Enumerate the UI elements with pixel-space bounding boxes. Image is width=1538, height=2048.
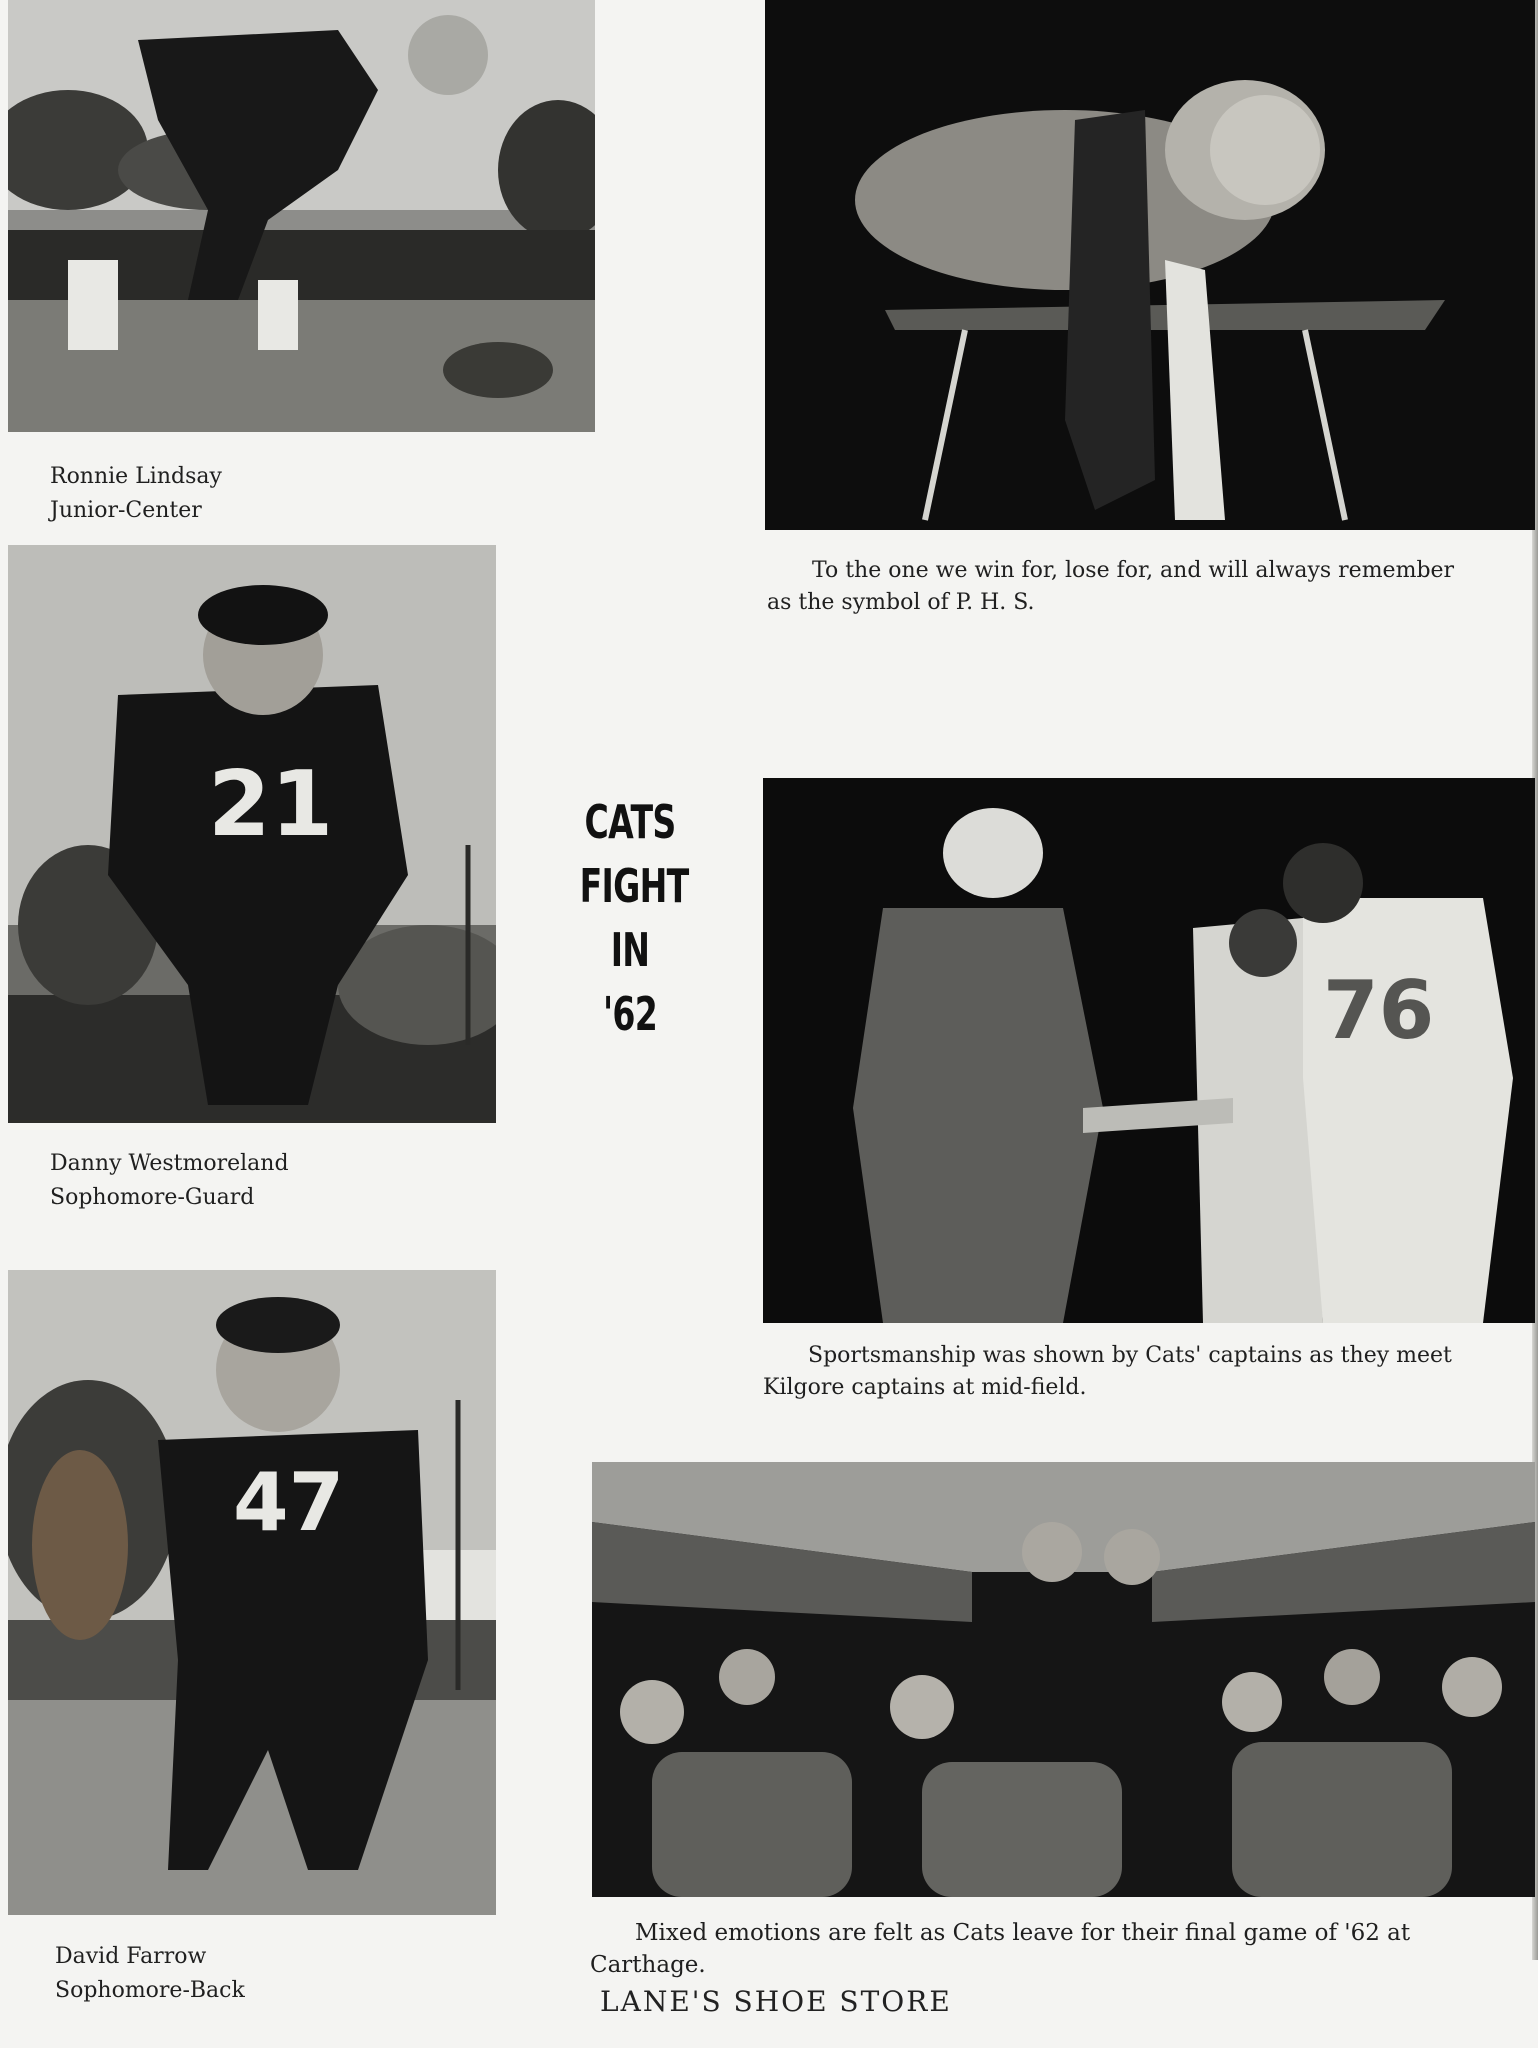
- caption-bobcat-mascot: [767, 555, 1512, 619]
- jersey-number: 21: [208, 752, 334, 857]
- photo-danny-westmoreland: [8, 545, 496, 1123]
- photo-captains-handshake: [763, 778, 1535, 1323]
- photo-ronnie-lindsay: [8, 0, 595, 432]
- player-position: Sophomore-Guard: [50, 1185, 255, 1210]
- caption-danny-westmoreland: [50, 1147, 289, 1215]
- jersey-number: 47: [233, 1456, 345, 1549]
- player-position: Sophomore-Back: [55, 1978, 245, 2003]
- photo-david-farrow: [8, 1270, 496, 1915]
- caption-line-1: To the one we win for, lose for, and will always remember: [812, 558, 1455, 583]
- sponsor-name: LANE'S SHOE STORE: [600, 1985, 952, 2018]
- photo-bobcat-mascot: [765, 0, 1535, 530]
- caption-team-bus: [590, 1917, 1510, 1981]
- photo-team-bus: [592, 1462, 1535, 1897]
- player-position: Junior-Center: [50, 498, 202, 523]
- headline-line-4: '62: [602, 987, 658, 1041]
- headline-line-2: FIGHT: [579, 859, 689, 913]
- caption-line-1: Mixed emotions are felt as Cats leave for their final game of '62 at: [635, 1920, 1411, 1946]
- caption-line-2: as the symbol of P. H. S.: [767, 590, 1035, 615]
- player-name: Ronnie Lindsay: [50, 464, 222, 489]
- player-name: Danny Westmoreland: [50, 1151, 289, 1176]
- headline-line-1: CATS: [584, 795, 676, 849]
- headline: [579, 790, 689, 1046]
- headline-line-3: IN: [610, 923, 650, 977]
- player-name: David Farrow: [55, 1944, 207, 1969]
- caption-david-farrow: [55, 1940, 245, 2008]
- caption-line-1: Sportsmanship was shown by Cats' captains as they meet: [808, 1343, 1452, 1368]
- caption-line-2: Kilgore captains at mid-field.: [763, 1375, 1087, 1400]
- caption-ronnie-lindsay: [50, 460, 222, 528]
- jersey-number: 76: [1323, 964, 1435, 1057]
- caption-line-2: Carthage.: [590, 1952, 706, 1978]
- caption-captains-handshake: [763, 1340, 1523, 1404]
